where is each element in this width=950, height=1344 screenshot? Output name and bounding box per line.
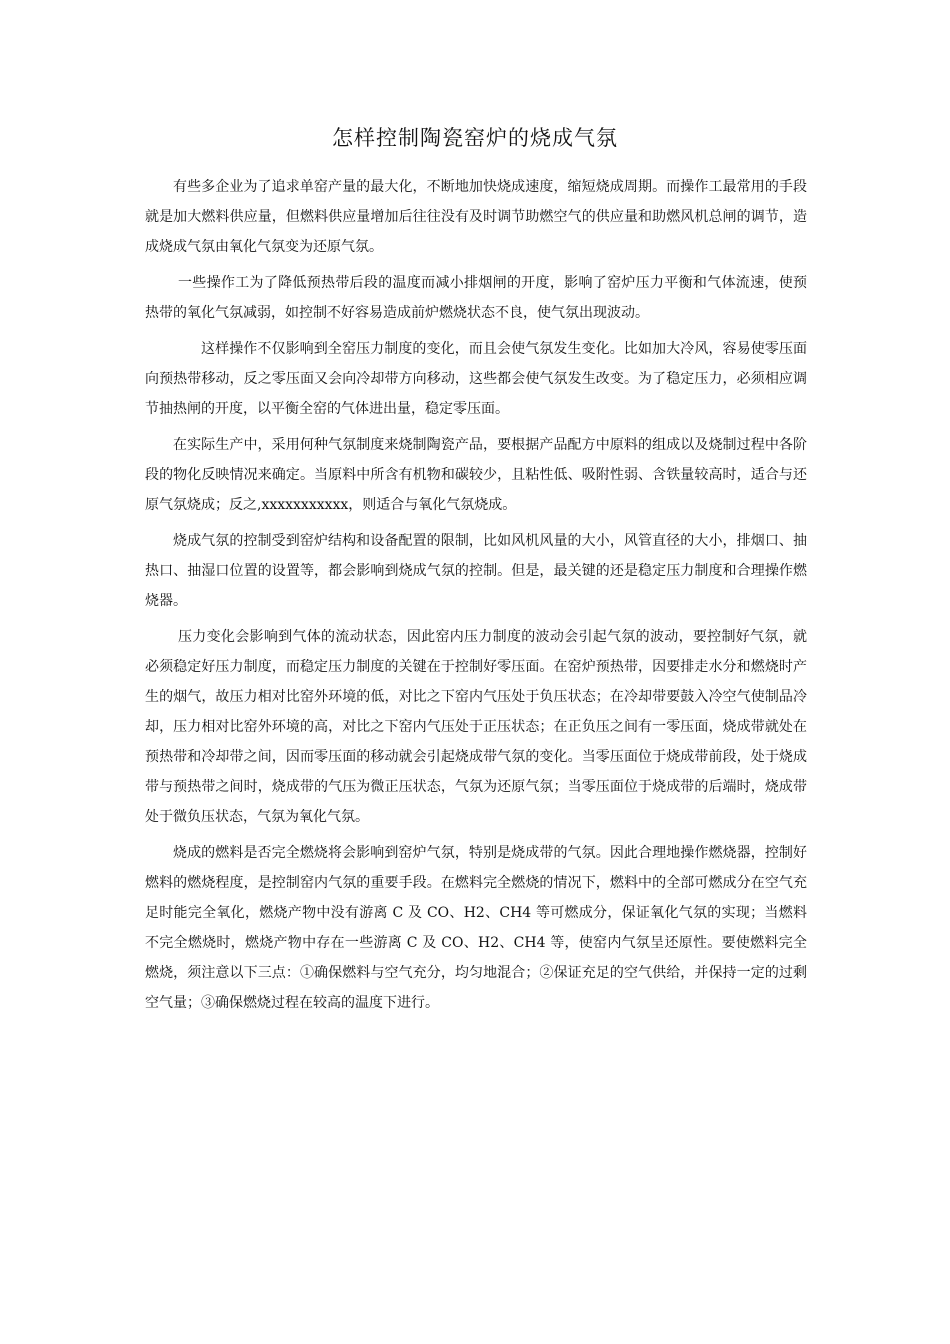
document-title: 怎样控制陶瓷窑炉的烧成气氛 <box>332 126 618 150</box>
document-body <box>145 172 807 1024</box>
paragraph-4: 在实际生产中，采用何种气氛制度来烧制陶瓷产品，要根据产品配方中原料的组成以及烧制过程中各阶段的物化反映情况来确定。当原料中所含有机物和碳较少，且粘性低、吸附性弱、含铁量较高时，适合与还原气氛烧成；反之,xxxxxxxxxxx，则适合与氧化气氛烧成。 <box>145 437 807 513</box>
paragraph-3: 这样操作不仅影响到全窑压力制度的变化，而且会使气氛发生变化。比如加大冷风，容易使零压面向预热带移动，反之零压面又会向冷却带方向移动，这些都会使气氛发生改变。为了稳定压力，必须相应调节抽热闸的开度，以平衡全窑的气体进出量，稳定零压面。 <box>145 341 807 417</box>
paragraph-5: 烧成气氛的控制受到窑炉结构和设备配置的限制，比如风机风量的大小，风管直径的大小，排烟口、抽热口、抽湿口位置的设置等，都会影响到烧成气氛的控制。但是，最关键的还是稳定压力制度和合理操作燃烧器。 <box>145 533 807 609</box>
paragraph-6: 压力变化会影响到气体的流动状态，因此窑内压力制度的波动会引起气氛的波动，要控制好气氛，就必须稳定好压力制度，而稳定压力制度的关键在于控制好零压面。在窑炉预热带，因要排走水分和燃烧时产生的烟气，故压力相对比窑外环境的低，对比之下窑内气压处于负压状态；在冷却带要鼓入冷空气使制品冷却，压力相对比窑外环境的高，对比之下窑内气压处于正压状态；在正负压之间有一零压面，烧成带就处在预热带和冷却带之间，因而零压面的移动就会引起烧成带气氛的变化。当零压面位于烧成带前段，处于烧成带与预热带之间时，烧成带的气压为微正压状态，气氛为还原气氛；当零压面位于烧成带的后端时，烧成带处于微负压状态，气氛为氧化气氛。 <box>145 629 807 825</box>
paragraph-2: 一些操作工为了降低预热带后段的温度而减小排烟闸的开度，影响了窑炉压力平衡和气体流速，使预热带的氧化气氛减弱，如控制不好容易造成前炉燃烧状态不良，使气氛出现波动。 <box>145 275 807 321</box>
paragraph-7: 烧成的燃料是否完全燃烧将会影响到窑炉气氛，特别是烧成带的气氛。因此合理地操作燃烧器，控制好燃料的燃烧程度，是控制窑内气氛的重要手段。在燃料完全燃烧的情况下，燃料中的全部可燃成分在空气充足时能完全氧化，燃烧产物中没有游离 C 及 CO、H2、CH4 等可燃成分，保证氧化气氛的实现；当燃料不完全燃烧时，燃烧产物中存在一些游离 C 及 CO、H2、CH4 等，使窑内气氛呈还原性。要使燃料完全燃烧，须注意以下三点：①确保燃料与空气充分，均匀地混合；②保证充足的空气供给，并保持一定的过剩空气量；③确保燃烧过程在较高的温度下进行。 <box>145 845 807 1011</box>
paragraph-1: 有些多企业为了追求单窑产量的最大化，不断地加快烧成速度，缩短烧成周期。而操作工最常用的手段就是加大燃料供应量，但燃料供应量增加后往往没有及时调节助燃空气的供应量和助燃风机总闸的调节，造成烧成气氛由氧化气氛变为还原气氛。 <box>145 179 807 255</box>
